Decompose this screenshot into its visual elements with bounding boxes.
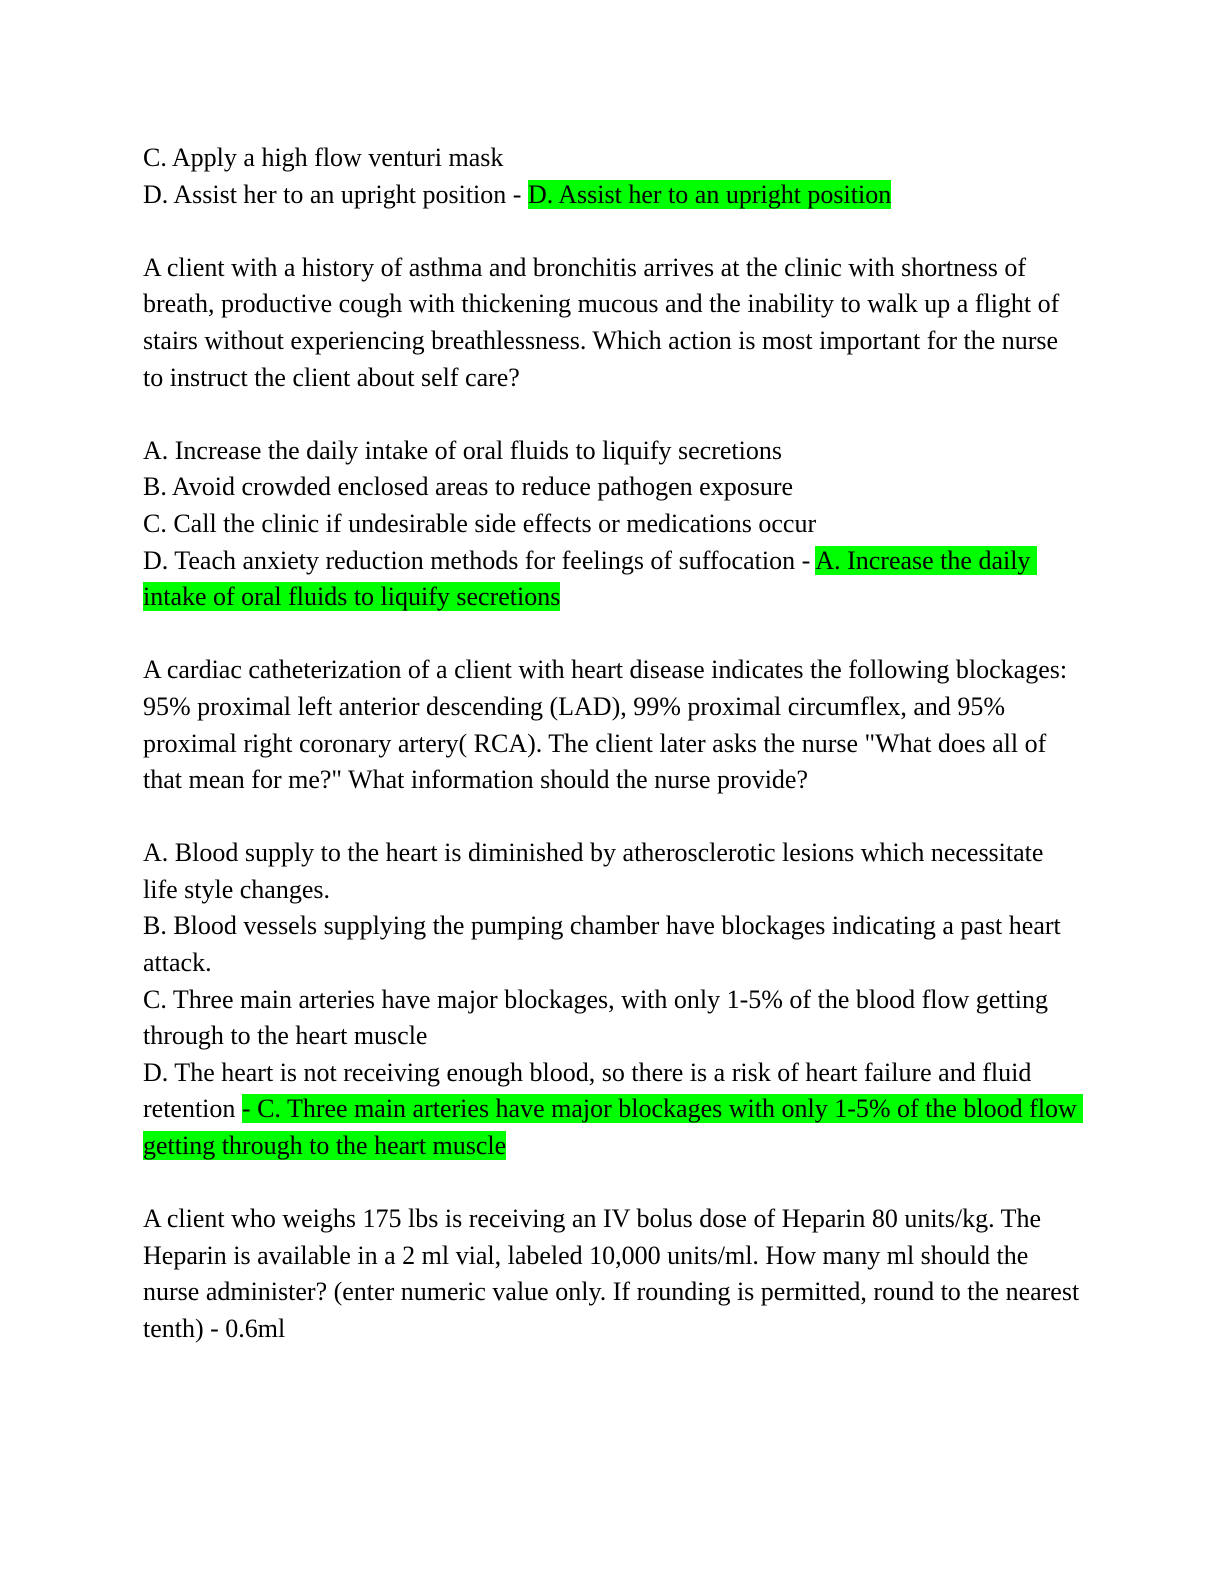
option-c: C. Three main arteries have major blockages, with only 1-5% of the blood flow getting through to the heart muscle — [143, 984, 1055, 1051]
option-d: D. Teach anxiety reduction methods for feelings of suffocation - A. Increase the daily intake of oral fluids to liquify secretions — [143, 545, 1037, 612]
question-2 — [143, 250, 1083, 396]
question-text: A client with a history of asthma and bronchitis arrives at the clinic with shortness of breath, productive cough with thickening mucous and the inability to walk up a flight of stairs without experiencing breathlessness. Which action is most important for the nurse to instruct the client about self care? — [143, 252, 1060, 392]
highlighted-answer: - C. Three main arteries have major blockages with only 1-5% of the blood flow getting through to the heart muscle — [143, 1094, 1084, 1161]
highlighted-answer: D. Assist her to an upright position — [527, 179, 892, 209]
answer-options-block-3 — [143, 835, 1083, 1164]
answer-options-block-1 — [143, 140, 1083, 213]
answer-options-block-2 — [143, 433, 1083, 616]
option-a: A. Blood supply to the heart is diminished by atherosclerotic lesions which necessitate life style changes. — [143, 838, 1050, 904]
highlighted-answer: A. Increase the daily intake of oral fluids to liquify secretions — [143, 545, 1037, 612]
option-d: D. The heart is not receiving enough blood, so there is a risk of heart failure and fluid retention - C. Three main arteries have major blockages with only 1-5% of the blood flow getting through to the heart muscle — [143, 1057, 1084, 1161]
option-b: B. Avoid crowded enclosed areas to reduce pathogen exposure — [143, 472, 794, 502]
question-4 — [143, 1201, 1083, 1347]
option-c: C. Apply a high flow venturi mask — [143, 143, 504, 172]
question-text: A client who weighs 175 lbs is receiving an IV bolus dose of Heparin 80 units/kg. The Heparin is available in a 2 ml vial, labeled 10,000 units/ml. How many ml should the nurse administer? (enter numeric value only. If rounding is permitted, round to the nearest tenth) - 0.6ml — [143, 1204, 1080, 1343]
document-page — [143, 140, 1083, 1384]
option-d: D. Assist her to an upright position - D. Assist her to an upright position — [143, 179, 892, 209]
question-3 — [143, 652, 1083, 798]
option-a: A. Increase the daily intake of oral fluids to liquify secretions — [143, 435, 782, 465]
option-c: C. Call the clinic if undesirable side effects or medications occur — [143, 508, 817, 538]
option-b: B. Blood vessels supplying the pumping chamber have blockages indicating a past heart attack. — [143, 911, 1068, 978]
question-text: A cardiac catheterization of a client with heart disease indicates the following blockages: 95% proximal left anterior descending (LAD), 99% proximal circumflex, and 95% proximal right coronary artery( RCA). The client later asks the nurse "What does all of that mean for me?" What information should the nurse provide? — [143, 655, 1068, 795]
